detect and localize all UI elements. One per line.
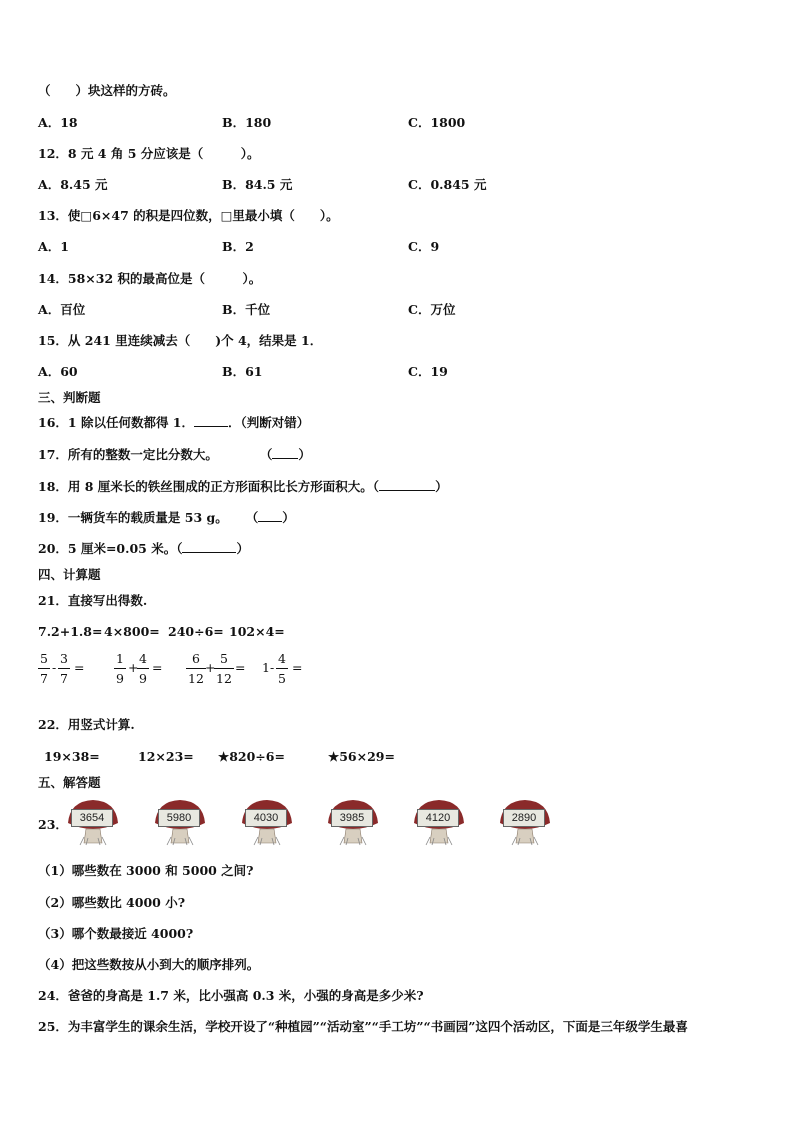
q21-op-3: + (205, 660, 216, 675)
q13-question: 13．使□6×47 的积是四位数，□里最小填（ ）。 (38, 208, 339, 223)
q22-item-4: ★56×29= (328, 749, 395, 764)
q21-frac-2b (137, 650, 149, 687)
mushroom-2 (151, 797, 209, 847)
section-5-heading: 五、解答题 (38, 775, 101, 790)
q18-paren-close: ） (435, 479, 448, 494)
q11-option-c: C．1800 (408, 115, 466, 130)
mushroom-label: 3985 (331, 809, 373, 827)
q17-question (38, 446, 311, 464)
mushroom-1 (64, 797, 122, 847)
numerator: 5 (40, 651, 48, 666)
q12-option-c: C．0.845 元 (408, 177, 487, 192)
q19-paren-close: ） (282, 510, 295, 525)
q21-item-4: 102×4= (229, 624, 285, 639)
q21-eq-4: = (292, 660, 303, 675)
q21-op-2: + (128, 660, 139, 675)
q23-number: 23． (38, 817, 68, 832)
q14-option-a: A．百位 (38, 302, 86, 317)
q16-suffix: ．（判断对错） (228, 415, 310, 430)
q15-question: 15．从 241 里连续减去（ )个 4，结果是 1． (38, 333, 323, 348)
q19-blank[interactable] (258, 509, 282, 522)
numerator: 4 (139, 651, 147, 666)
q14-question: 14．58×32 积的最高位是（ ）。 (38, 271, 262, 286)
mushroom-3 (238, 797, 296, 847)
q15-option-a: A．60 (38, 364, 78, 379)
q16-question (38, 414, 309, 432)
numerator: 5 (219, 651, 228, 666)
numerator: 3 (60, 651, 68, 666)
denominator: 9 (116, 671, 124, 686)
q12-option-b: B．84.5 元 (222, 177, 293, 192)
denominator: 5 (278, 671, 286, 686)
q14-option-c: C．万位 (408, 302, 456, 317)
q20-paren-close: ） (236, 541, 249, 556)
numerator: 1 (116, 651, 124, 666)
q22-item-3: ★820÷6= (218, 749, 285, 764)
q14-option-b: B．千位 (222, 302, 271, 317)
q11-option-b: B．180 (222, 115, 272, 130)
q21-item-2: 4×800= (104, 624, 160, 639)
q21-whole-4: 1- (262, 660, 275, 675)
q16-blank[interactable] (194, 414, 228, 427)
q21-item-3: 240÷6= (168, 624, 224, 639)
q11-option-a: A．18 (38, 115, 78, 130)
denominator: 7 (40, 671, 48, 686)
q21-item-1: 7.2+1.8= (38, 624, 103, 639)
mushroom-5 (410, 797, 468, 847)
q23-sub-1: （1）哪些数在 3000 和 5000 之间? (38, 863, 254, 878)
q19-text: 19．一辆货车的载质量是 53 g。 (38, 510, 228, 525)
q21-eq-3: = (235, 660, 246, 675)
numerator: 4 (278, 651, 286, 666)
q21-frac-1a (38, 650, 50, 687)
q21-question: 21．直接写出得数. (38, 593, 148, 608)
q20-text: 20．5 厘米=0.05 米。（ (38, 541, 183, 556)
mushroom-label: 3654 (71, 809, 113, 827)
denominator: 7 (60, 671, 68, 686)
q11-tail: （ ）块这样的方砖。 (38, 83, 176, 98)
q20-question (38, 540, 249, 558)
q21-frac-3a (186, 650, 206, 687)
mushroom-4 (324, 797, 382, 847)
q16-text: 16．1 除以任何数都得 1． (38, 415, 194, 430)
q12-question: 12．8 元 4 角 5 分应该是（ ）。 (38, 146, 260, 161)
q17-paren-open: （ (259, 447, 273, 462)
q25-question: 25．为丰富学生的课余生活，学校开设了“种植园”“活动室”“手工坊”“书画园”这四个活动区，下面是三年级学生最喜 (38, 1019, 688, 1034)
section-4-heading: 四、计算题 (38, 567, 101, 582)
q13-option-a: A．1 (38, 239, 69, 254)
denominator: 9 (139, 671, 147, 686)
mushroom-label: 4120 (417, 809, 459, 827)
q17-paren-close: ） (298, 447, 311, 462)
q18-text: 18．用 8 厘米长的铁丝围成的正方形面积比长方形面积大。（ (38, 479, 380, 494)
q15-option-c: C．19 (408, 364, 448, 379)
q22-item-2: 12×23= (138, 749, 194, 764)
q20-blank[interactable] (182, 540, 236, 553)
q23-sub-2: （2）哪些数比 4000 小? (38, 895, 186, 910)
mushroom-6 (496, 797, 554, 847)
q24-question: 24．爸爸的身高是 1.7 米，比小强高 0.3 米，小强的身高是多少米? (38, 988, 424, 1003)
q21-op-1: - (52, 660, 57, 675)
q23-sub-4: （4）把这些数按从小到大的顺序排列。 (38, 957, 260, 972)
denominator: 12 (216, 671, 232, 686)
q23-sub-3: （3）哪个数最接近 4000? (38, 926, 194, 941)
q21-frac-4 (276, 650, 288, 687)
mushroom-label: 4030 (245, 809, 287, 827)
q18-blank[interactable] (379, 478, 435, 491)
q22-item-1: 19×38= (44, 749, 100, 764)
q13-option-c: C．9 (408, 239, 440, 254)
q22-question: 22．用竖式计算. (38, 717, 135, 732)
section-3-heading: 三、判断题 (38, 390, 101, 405)
q13-option-b: B．2 (222, 239, 254, 254)
q19-paren-open: （ (245, 510, 259, 525)
q12-option-a: A．8.45 元 (38, 177, 108, 192)
q21-eq-1: = (74, 660, 85, 675)
q15-option-b: B．61 (222, 364, 263, 379)
mushroom-label: 5980 (158, 809, 200, 827)
q21-eq-2: = (152, 660, 163, 675)
numerator: 6 (191, 651, 200, 666)
denominator: 12 (188, 671, 204, 686)
q21-frac-3b (214, 650, 234, 687)
q21-frac-2a (114, 650, 126, 687)
q17-blank[interactable] (272, 446, 298, 459)
q19-question (38, 509, 295, 527)
q18-question (38, 478, 448, 496)
q21-frac-1b (58, 650, 70, 687)
mushroom-label: 2890 (503, 809, 545, 827)
q17-text: 17．所有的整数一定比分数大。 (38, 447, 218, 462)
